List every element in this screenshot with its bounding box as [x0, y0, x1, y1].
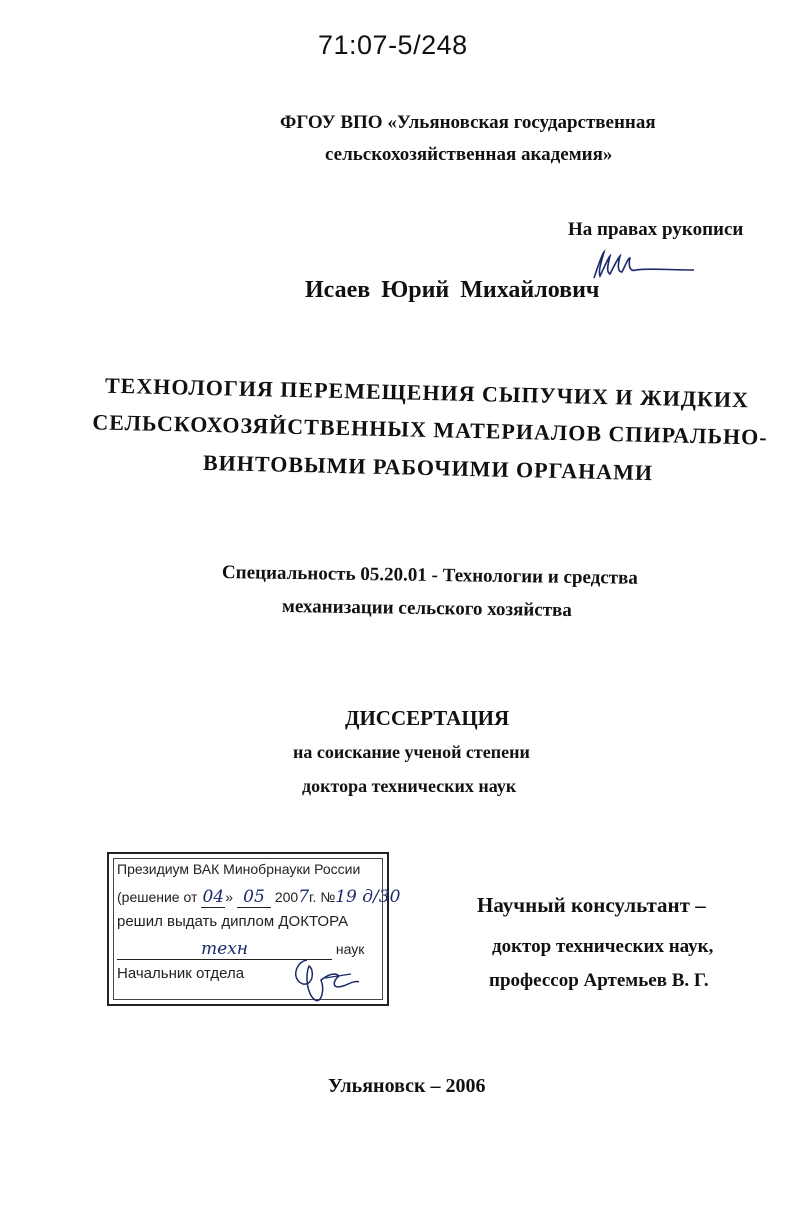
title-line-3: ВИНТОВЫМИ РАБОЧИМИ ОРГАНАМИ	[202, 449, 654, 486]
consultant-heading: Научный консультант –	[477, 893, 706, 917]
document-number: 71:07-5/248	[318, 30, 468, 60]
consultant-line-2: профессор Артемьев В. Г.	[489, 970, 709, 991]
stamp-decision-prefix: (решение от	[117, 889, 198, 905]
dissertation-heading: ДИССЕРТАЦИЯ	[345, 706, 510, 730]
institution-line-1: ФГОУ ВПО «Ульяновская государственная	[280, 112, 656, 133]
institution-line-2: сельскохозяйственная академия»	[325, 144, 613, 165]
stamp-decision-line: (решение от 04» 05 2007г. №19 д/30	[117, 887, 401, 907]
specialty-line-1: Специальность 05.20.01 - Технологии и средства	[221, 562, 638, 589]
author-name: Исаев Юрий Михайлович	[305, 277, 600, 303]
stamp-signature-icon	[285, 950, 375, 1010]
stamp-number-prefix: г. №	[309, 889, 336, 905]
title-line-2: СЕЛЬСКОХОЗЯЙСТВЕННЫХ МАТЕРИАЛОВ СПИРАЛЬНО-	[92, 409, 768, 450]
stamp-year-prefix: 200	[274, 889, 299, 905]
specialty-line-2: механизации сельского хозяйства	[281, 596, 573, 622]
stamp-field-hand: техн	[117, 939, 332, 960]
consultant-line-1: доктор технических наук,	[492, 936, 714, 957]
stamp-head-of-department: Начальник отдела	[117, 965, 245, 982]
stamp-month: 05	[237, 887, 271, 908]
stamp-line-1: Президиум ВАК Минобрнауки России	[117, 861, 361, 877]
author-signature-icon	[590, 246, 700, 286]
dissertation-line-2: доктора технических наук	[302, 776, 517, 796]
stamp-year-hand: 7	[298, 887, 310, 907]
stamp-line-3: решил выдать диплом ДОКТОРА	[117, 913, 349, 930]
stamp-number-hand: 19 д/30	[335, 887, 401, 907]
city-year: Ульяновск – 2006	[328, 1075, 486, 1097]
stamp-field-suffix: наук	[335, 941, 365, 957]
dissertation-line-1: на соискание ученой степени	[293, 742, 530, 762]
stamp-day: 04	[202, 887, 225, 907]
title-line-1: ТЕХНОЛОГИЯ ПЕРЕМЕЩЕНИЯ СЫПУЧИХ И ЖИДКИХ	[104, 372, 750, 413]
manuscript-note: На правах рукописи	[568, 219, 744, 240]
